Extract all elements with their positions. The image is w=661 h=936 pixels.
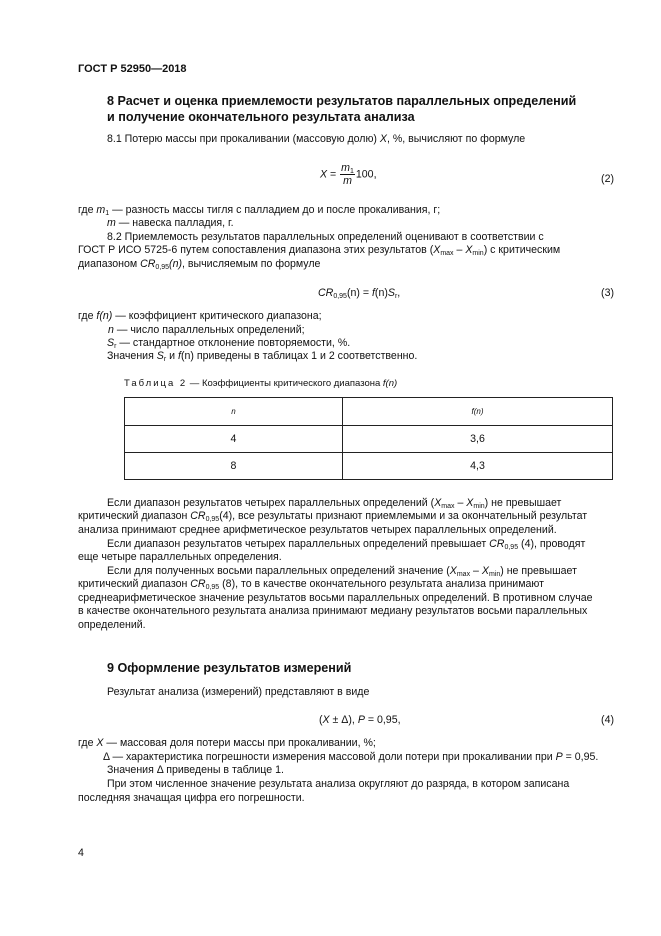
section-8-title-line1: 8 Расчет и оценка приемлемости результатов параллельных определений [107,94,577,108]
formula-2-number: (2) [601,173,614,185]
paragraph-3-line5: определений. [78,619,146,631]
table-cell: 4 [125,426,343,453]
paragraph-1-line2: критический диапазон $CR_{0,95}(4)$, все результаты признают приемлемыми и за окончательный результат [78,510,588,523]
paragraph-8-2-line1: 8.2 Приемлемость результатов параллельных определений оценивают в соответствии с [107,231,544,243]
table-header-fn: f(n) [343,398,613,426]
section-9-intro: Результат анализа (измерений) представляют в виде [107,686,370,698]
paragraph-3-line1: Если для полученных восьми параллельных определений значение $(X_{max} - X_{min})$ не превышает [107,565,577,578]
values-reference: Значения $S_r$ и f(n) приведены в таблицах 1 и 2 соответственно. [107,350,418,363]
table-row [125,453,613,480]
paragraph-3-line2: критический диапазон $CR_{0,95}$ (8), то в качестве окончательного результата анализа принимают [78,578,544,591]
table-cell: 4,3 [343,453,613,480]
where-sr: $S_r$ — стандартное отклонение повторяемости, %. [107,337,351,350]
table-header-row [125,398,613,426]
document-header: ГОСТ Р 52950—2018 [78,63,187,75]
paragraph-1-line3: анализа принимают среднее арифметическое результатов четырех параллельных определений. [78,524,557,536]
paragraph-2-line2: еще четыре параллельных определения. [78,551,282,563]
where-m1: где $m_1$ — разность массы тигля с палладием до и после прокаливания, г; [78,204,441,217]
formula-2: X = $\frac{m_1}{m}$ 100, [320,162,377,187]
where-m: m — навеска палладия, г. [107,217,234,229]
paragraph-3-line3: среднеарифметическое значение результатов восьми параллельных определений. В противном случае [78,592,593,604]
paragraph-1-line1: Если диапазон результатов четырех параллельных определений $(X_{max} - X_{min})$ не превышает [107,497,562,510]
formula-4: (X ± Δ), P = 0,95, [319,714,401,726]
table-2-caption: Таблица 2 — Коэффициенты критического диапазона f(n) [124,378,398,389]
where-delta: Δ — характеристика погрешности измерения массовой доли потери при прокаливании при P = 0,95. [103,751,599,763]
section-8-title-line2: и получение окончательного результата анализа [107,110,415,124]
table-cell: 8 [125,453,343,480]
page-number: 4 [78,847,84,859]
where-x: где X — массовая доля потери массы при прокаливании, %; [78,737,376,749]
table-2 [124,397,613,480]
where-fn: где f(n) — коэффициент критического диапазона; [78,310,322,322]
paragraph-2-line1: Если диапазон результатов четырех параллельных определений превышает $CR_{0,95}$ (4), проводят [107,538,586,551]
table-row [125,426,613,453]
paragraph-8-2-line3: диапазоном $CR_{0,95}(n)$, вычисляемым по формуле [78,258,321,271]
values-delta-reference: Значения Δ приведены в таблице 1. [107,764,284,776]
fraction: $\frac{m_1}{m}$ [341,162,354,187]
formula-3-number: (3) [601,287,614,299]
formula-4-number: (4) [601,714,614,726]
section-9-title: 9 Оформление результатов измерений [107,661,352,675]
table-cell: 3,6 [343,426,613,453]
paragraph-8-1: 8.1 Потерю массы при прокаливании (массовую долю) X, %, вычисляют по формуле [107,133,526,145]
rounding-line2: последняя значащая цифра его погрешности. [78,792,305,804]
rounding-line1: При этом численное значение результата анализа округляют до разряда, в котором записана [107,778,570,790]
paragraph-8-2-line2: ГОСТ Р ИСО 5725-6 путем сопоставления диапазона этих результатов $(X_{max} - X_{min})$ с критическим [78,244,561,257]
formula-3: $CR_{0,95}(n) = f(n)S_r$, [318,287,401,300]
table-header-n: n [125,398,343,426]
paragraph-3-line4: в качестве окончательного результата анализа принимают медиану результатов восьми параллельных [78,605,588,617]
where-n: n — число параллельных определений; [108,324,305,336]
